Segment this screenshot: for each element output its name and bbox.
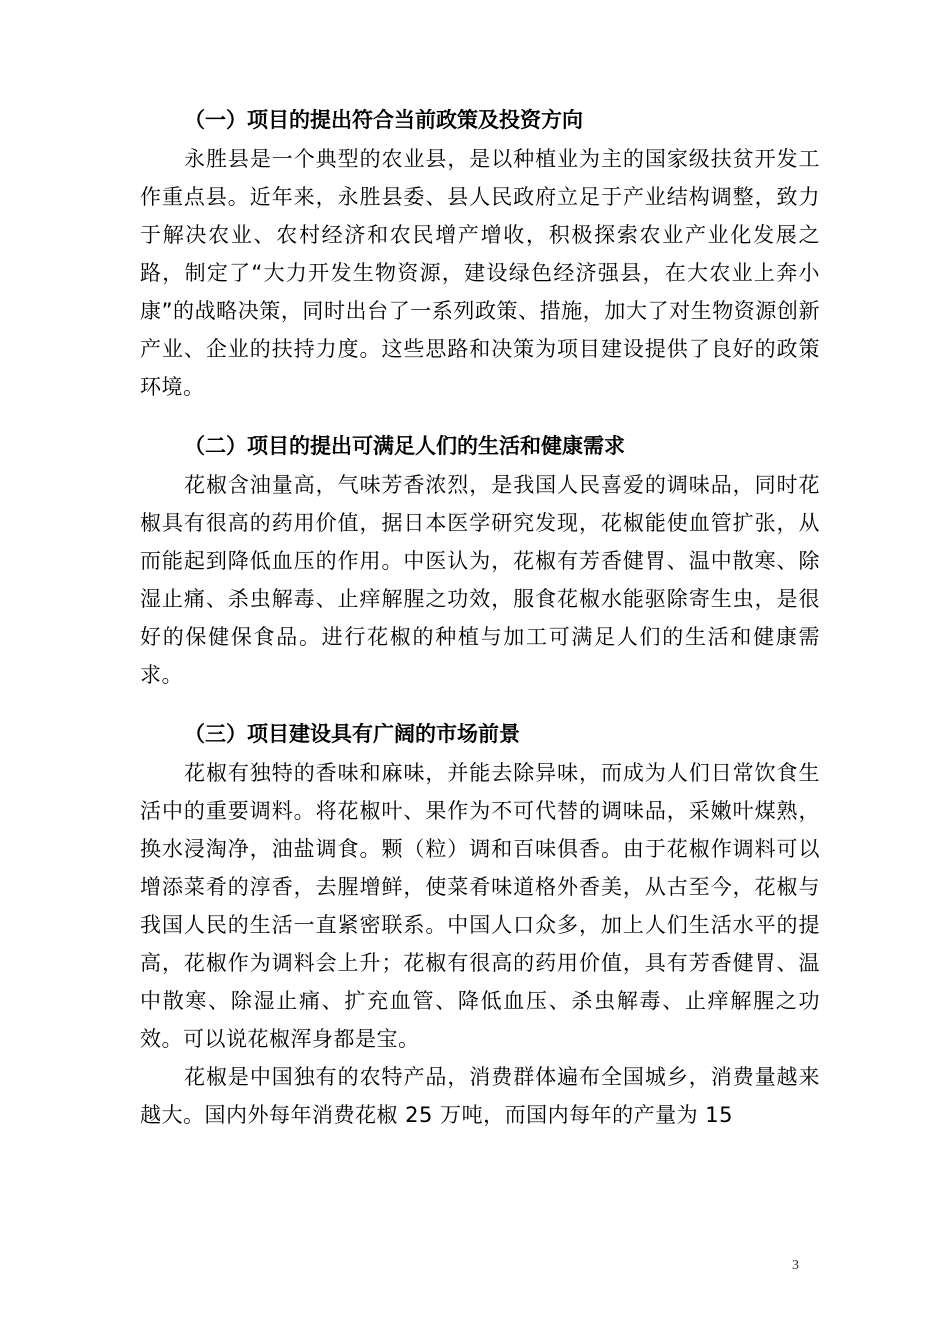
section-2-heading: （二）项目的提出可满足人们的生活和健康需求 xyxy=(184,434,625,458)
section-2-paragraph-1: 花椒含油量高，气味芳香浓烈，是我国人民喜爱的调味品，同时花椒具有很高的药用价值，据日本医学研究发现，花椒能使血管扩张，从而能起到降低血压的作用。中医认为，花椒有芳香健胃、温中散寒、除湿止痛、杀虫解毒、止痒解腥之功效，服食花椒水能驱除寄生虫，是很好的保健保食品。进行花椒的种植与加工可满足人们的生活和健康需求。 xyxy=(140,473,820,687)
section-3-paragraph-2: 花椒是中国独有的农特产品，消费群体遍布全国城乡，消费量越来越大。国内外每年消费花椒 25 万吨，而国内每年的产量为 15 xyxy=(140,1065,820,1127)
page-number: 3 xyxy=(792,1258,799,1273)
section-1-heading: （一）项目的提出符合当前政策及投资方向 xyxy=(184,108,583,132)
document-body xyxy=(140,100,820,1134)
section-3-paragraph-1: 花椒有独特的香味和麻味，并能去除异味，而成为人们日常饮食生活中的重要调料。将花椒叶、果作为不可代替的调味品，采嫩叶煤熟，换水浸淘净，油盐调食。颗（粒）调和百味俱香。由于花椒作调料可以增添菜肴的淳香，去腥增鲜，使菜肴味道格外香美，从古至今，花椒与我国人民的生活一直紧密联系。中国人口众多，加上人们生活水平的提高，花椒作为调料会上升；花椒有很高的药用价值，具有芳香健胃、温中散寒、除湿止痛、扩充血管、降低血压、杀虫解毒、止痒解腥之功效。可以说花椒浑身都是宝。 xyxy=(140,761,820,1051)
section-3-heading: （三）项目建设具有广阔的市场前景 xyxy=(184,722,520,746)
section-1-paragraph-1: 永胜县是一个典型的农业县，是以种植业为主的国家级扶贫开发工作重点县。近年来，永胜县委、县人民政府立足于产业结构调整，致力于解决农业、农村经济和农民增产增收，积极探索农业产业化发展之路，制定了“大力开发生物资源，建设绿色经济强县，在大农业上奔小康”的战略决策，同时出台了一系列政策、措施，加大了对生物资源创新产业、企业的扶持力度。这些思路和决策为项目建设提供了良好的政策环境。 xyxy=(140,147,820,399)
